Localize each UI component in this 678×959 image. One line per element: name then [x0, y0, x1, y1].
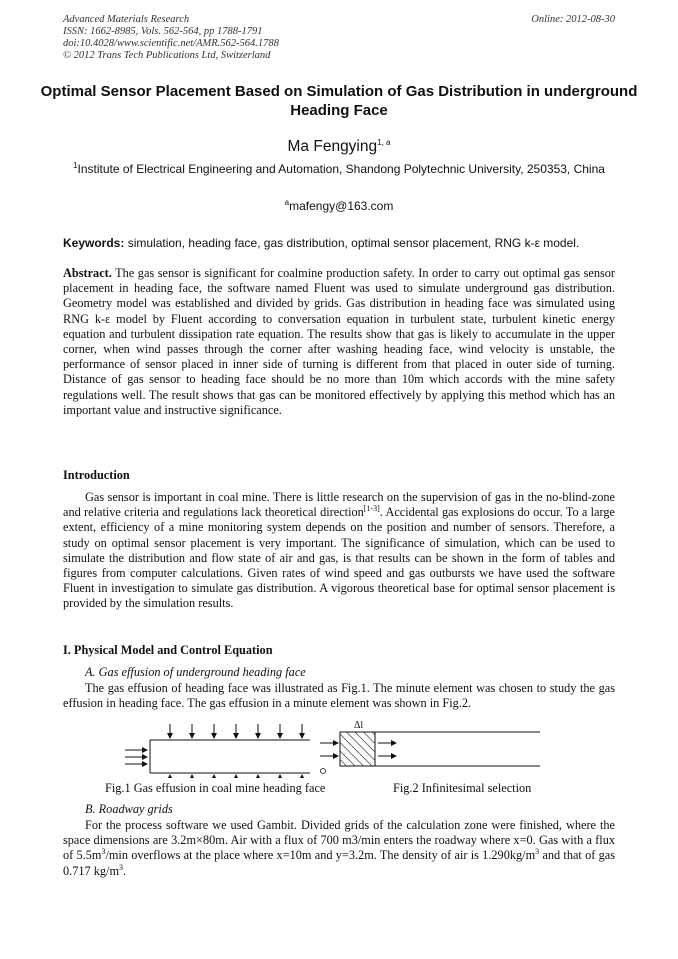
abstract: [63, 266, 615, 418]
subB-sup-2: 3: [535, 847, 540, 857]
subsection-a-text: The gas effusion of heading face was illustrated as Fig.1. The minute element was chosen to study the gas effusion in heading face. The gas effusion in a minute element was shown in Fig.2.: [63, 681, 615, 711]
subB-text-3: and that of gas 0.717 kg/m: [63, 848, 615, 878]
paper-title: Optimal Sensor Placement Based on Simulation of Gas Distribution in underground Heading Face: [40, 83, 638, 119]
subB-sup-1: 3: [101, 847, 106, 857]
introduction-heading: Introduction: [63, 468, 130, 482]
citation: [1-3]: [363, 504, 380, 514]
section1-heading: I. Physical Model and Control Equation: [63, 643, 273, 657]
abstract-text: The gas sensor is significant for coalmine production safety. In order to carry out optimal gas sensor placement in heading face, the software named Fluent was used to simulate underground gas distribution. Geometry model was established and divided by grids. Gas distribution in heading face was simulated using RNG k-ε model by Fluent according to conversation equation in turbulent state, turbulent kinetic energy equation and turbulent dissipation rate equation. The results show that gas is likely to accumulate in the upper corner, when wind passes through the corner after washing heading face, wind velocity is unstable, the performance of sensor placed in inner side of turning is different from that placed in outer side of turning. Distance of gas sensor to heading face should be no more than 10m which accords with the mine safety regulations well. The result shows that gas can be monitored effectively by applying this method which has an important value and instructive significance.: [63, 266, 615, 417]
subB-text-4: .: [123, 863, 127, 878]
journal-name: Advanced Materials Research: [63, 14, 190, 25]
figure-1-diagram: [125, 724, 310, 778]
online-date: Online: 2012-08-30: [531, 14, 615, 25]
subsection-b-text: [63, 818, 615, 879]
subB-sup-3: 3: [119, 862, 124, 872]
affiliation-text: Institute of Electrical Engineering and Automation, Shandong Polytechnic University, 250353, China: [77, 162, 605, 176]
intro-text-a: Gas sensor is important in coal mine. There is little research on the supervision of gas in the no-blind-zone and relative criteria and regulations lack theoretical direction: [63, 490, 615, 520]
intro-text-b: . Accidental gas explosions do occur. To a large extent, efficiency of a mine monitoring system depends on the position and number of sensors. Therefore, a study on optimal sensor placement is very important. The significance of simulation, which can be used to simulate the distribution and flow state of air and gas, is that results can be shown in the form of tables and figures from computer calculations. Given rates of wind speed and gas outbursts we have used the software Fluent in investigation to simulate gas distribution. A vigorous theoretical base for optimal sensor placement is provided by the simulation results.: [63, 505, 615, 611]
figure-2-diagram: [320, 720, 540, 774]
affiliation: [70, 162, 608, 177]
figure-1-caption: Fig.1 Gas effusion in coal mine heading face: [105, 781, 326, 795]
introduction-paragraph: [63, 490, 615, 612]
delta-l-label: Δl: [354, 720, 364, 731]
email-sup: a: [284, 198, 290, 207]
subsection-b-heading: B. Roadway grids: [85, 802, 173, 816]
subsection-a-heading: A. Gas effusion of underground heading face: [85, 665, 306, 679]
subB-text-2: /min overflows at the place where x=10m and y=3.2m. The density of air is 1.290kg/m: [105, 848, 536, 863]
author-line: [0, 138, 678, 156]
email-address: mafengy@163.com: [289, 199, 394, 213]
figure-2-caption: Fig.2 Infinitesimal selection: [393, 781, 532, 795]
email-line: [0, 199, 678, 213]
journal-header: [63, 14, 279, 62]
affil-sup: 1: [73, 161, 78, 170]
keywords-label: Keywords:: [63, 236, 125, 250]
author-sup: 1, a: [377, 137, 391, 147]
author-name: Ma Fengying: [287, 138, 378, 155]
figures: [120, 718, 550, 778]
abstract-label: Abstract.: [63, 266, 112, 280]
doi-line: doi:10.4028/www.scientific.net/AMR.562-564.1788: [63, 38, 279, 49]
keywords: [63, 236, 615, 250]
copyright-line: © 2012 Trans Tech Publications Ltd, Switzerland: [63, 50, 271, 61]
keywords-text: simulation, heading face, gas distribution, optimal sensor placement, RNG k-ε model.: [127, 236, 580, 250]
subB-text-1: For the process software we used Gambit. Divided grids of the calculation zone were finished, where the space dimensions are 3.2m×80m. Air with a flux of 700 m3/min enters the roadway where x=0. Gas with a flux of 5.5m: [63, 818, 615, 863]
issn-line: ISSN: 1662-8985, Vols. 562-564, pp 1788-1791: [63, 26, 263, 37]
